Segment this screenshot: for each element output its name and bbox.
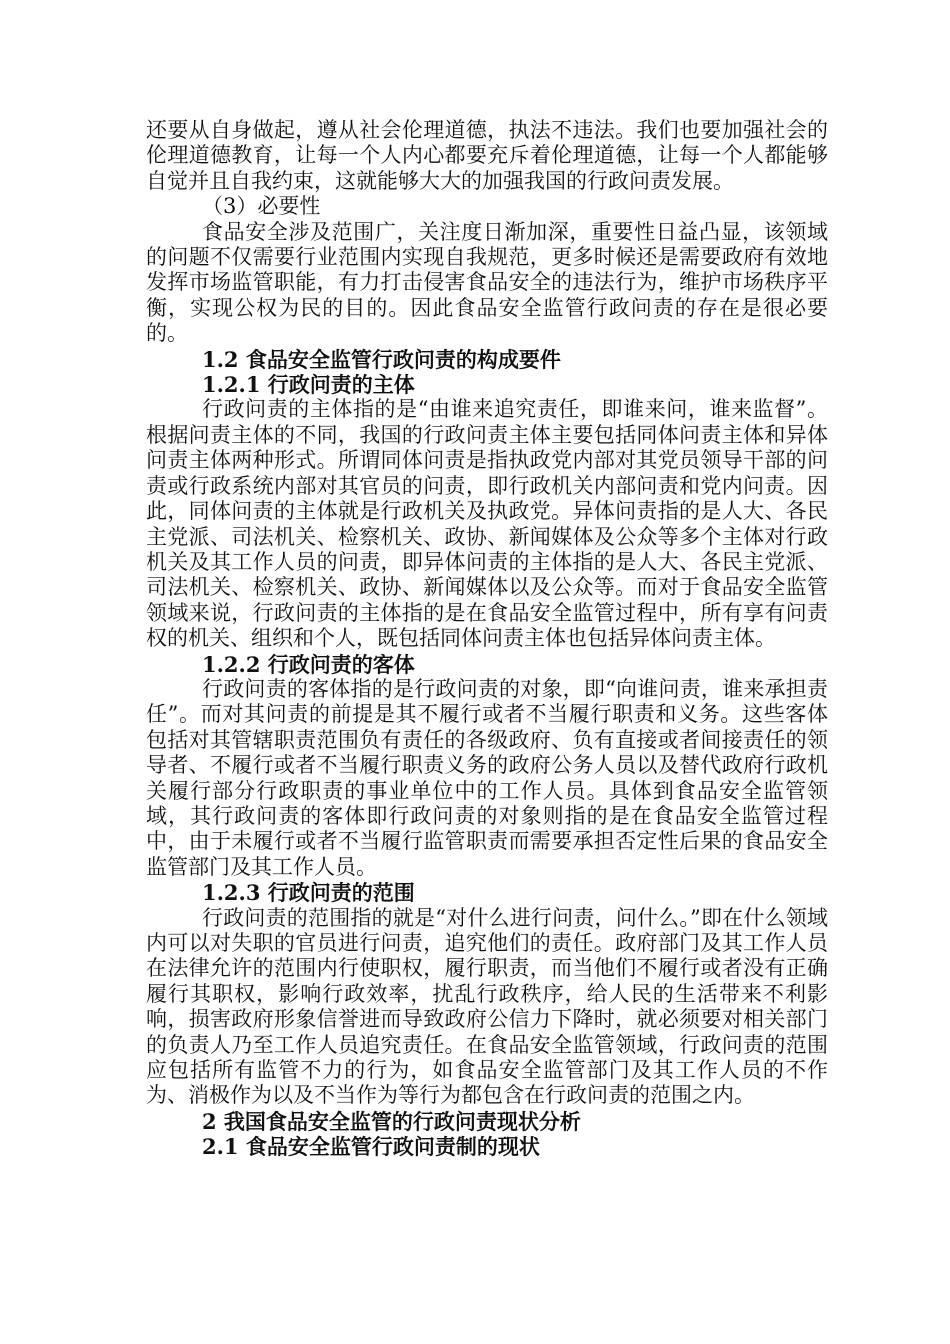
body-paragraph: 行政问责的范围指的就是“对什么进行问责，问什么。”即在什么领域内可以对失职的官员进行问责，追究他们的责任。政府部门及其工作人员在法律允许的范围内行使职权，履行职责，而当他们不履行或者没有正确履行其职权，影响行政效率，扰乱行政秩序，给人民的生活带来不利影响，损害政府形象信誉进而导致政府公信力下降时，就必须要对相关部门的负责人乃至工作人员追究责任。在食品安全监管领域，行政问责的范围应包括所有监管不力的行为，如食品安全监管部门及其工作人员的不作为、消极作为以及不当作为等行为都包含在行政问责的范围之内。 [146,905,828,1108]
body-paragraph: 食品安全涉及范围广，关注度日渐加深，重要性日益凸显，该领域的问题不仅需要行业范围内实现自我规范，更多时候还是需要政府有效地发挥市场监管职能，有力打击侵害食品安全的违法行为，维护市场秩序平衡，实现公权为民的目的。因此食品安全监管行政问责的存在是很必要的。 [146,219,828,346]
section-heading: 2.1 食品安全监管行政问责制的现状 [202,1134,540,1160]
body-paragraph: 行政问责的客体指的是行政问责的对象，即“向谁问责，谁来承担责任”。而对其问责的前提是其不履行或者不当履行职责和义务。这些客体包括对其管辖职责范围负有责任的各级政府、负有直接或者间接责任的领导者、不履行或者不当履行职责义务的政府公务人员以及替代政府行政机关履行部分行政职责的事业单位中的工作人员。具体到食品安全监管领域，其行政问责的客体即行政问责的对象则指的是在食品安全监管过程中，由于未履行或者不当履行监管职责而需要承担否定性后果的食品安全监管部门及其工作人员。 [146,676,828,879]
subsection-heading: 1.2.3 行政问责的范围 [202,880,415,906]
chapter-heading: 2 我国食品安全监管的行政问责现状分析 [202,1108,581,1134]
subsection-heading: 1.2.2 行政问责的客体 [202,651,415,677]
body-paragraph: 还要从自身做起，遵从社会伦理道德，执法不违法。我们也要加强社会的伦理道德教育，让每一个人内心都要充斥着伦理道德，让每一个人都能够自觉并且自我约束，这就能够大大的加强我国的行政问责发展。 [146,118,828,193]
subsection-heading: 1.2.1 行政问责的主体 [202,372,415,398]
section-heading: 1.2 食品安全监管行政问责的构成要件 [202,346,561,372]
document-page [146,118,828,1160]
body-paragraph: 行政问责的主体指的是“由谁来追究责任，即谁来问，谁来监督”。根据问责主体的不同，我国的行政问责主体主要包括同体问责主体和异体问责主体两种形式。所谓同体问责是指执政党内部对其党员领导干部的问责或行政系统内部对其官员的问责，即行政机关内部问责和党内问责。因此，同体问责的主体就是行政机关及执政党。异体问责指的是人大、各民主党派、司法机关、检察机关、政协、新闻媒体及公众等多个主体对行政机关及其工作人员的问责，即异体问责的主体指的是人大、各民主党派、司法机关、检察机关、政协、新闻媒体以及公众等。而对于食品安全监管领域来说，行政问责的主体指的是在食品安全监管过程中，所有享有问责权的机关、组织和个人，既包括同体问责主体也包括异体问责主体。 [146,397,828,651]
body-paragraph: （3）必要性 [202,194,321,219]
